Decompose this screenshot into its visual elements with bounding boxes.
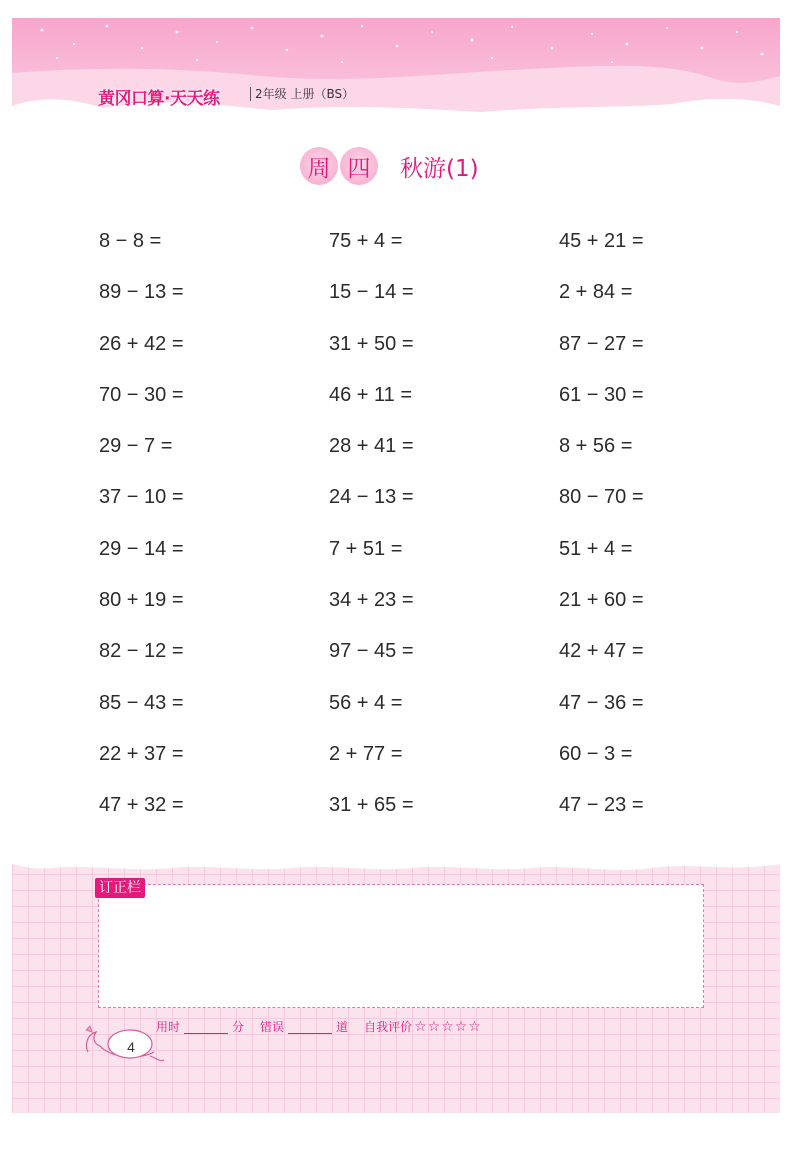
errors-unit: 道 [336,1020,349,1034]
problem-item: 51 + 4 = [559,537,633,560]
problem-item: 26 + 42 = [99,332,184,355]
correction-box[interactable] [98,884,704,1008]
brand-logo-text: 黄冈口算·天天练 [98,89,220,109]
footer-stats [156,1018,482,1035]
problem-item: 7 + 51 = [329,537,403,560]
problem-item: 34 + 23 = [329,589,414,612]
problem-item: 22 + 37 = [99,742,184,765]
problem-item: 60 − 3 = [559,742,633,765]
problem-item: 31 + 50 = [329,332,414,355]
time-blank[interactable] [184,1021,228,1034]
problem-item: 61 − 30 = [559,383,644,406]
problem-item: 47 + 32 = [99,794,184,817]
problem-item: 75 + 4 = [329,230,403,252]
arithmetic-problems-grid [99,224,719,840]
problem-item: 42 + 47 = [559,640,644,663]
problem-item: 80 − 70 = [559,486,644,509]
problem-item: 45 + 21 = [559,230,644,252]
problem-item: 29 − 14 = [99,537,184,560]
problem-item: 82 − 12 = [99,640,184,663]
errors-blank[interactable] [288,1021,332,1034]
problem-item: 97 − 45 = [329,640,414,663]
rating-stars[interactable]: ☆☆☆☆☆ [414,1019,482,1035]
problem-item: 29 − 7 = [99,435,173,458]
problem-item: 56 + 4 = [329,691,403,714]
problem-item: 70 − 30 = [99,383,184,406]
problem-item: 8 − 8 = [99,230,162,252]
problem-item: 2 + 84 = [559,281,633,304]
problem-item: 8 + 56 = [559,435,633,458]
problem-item: 46 + 11 = [329,383,413,406]
bottom-wave-edge [12,858,780,880]
problem-item: 85 − 43 = [99,691,184,714]
problem-item: 87 − 27 = [559,332,644,355]
weekday-char-1: 周 [300,147,338,185]
problem-item: 24 − 13 = [329,486,414,509]
time-unit: 分 [232,1020,245,1034]
lesson-name: 秋游(1) [400,155,479,182]
problem-item: 47 − 23 = [559,794,644,817]
problem-item: 2 + 77 = [329,742,403,765]
correction-label: 订正栏 [95,878,145,898]
problem-item: 80 + 19 = [99,589,184,612]
problem-item: 15 − 14 = [329,281,414,304]
errors-label: 错误 [260,1020,285,1034]
problem-item: 37 − 10 = [99,486,184,509]
problem-item: 47 − 36 = [559,691,644,714]
weekday-char-2: 四 [340,147,378,185]
time-label: 用时 [156,1020,181,1034]
grade-label: 2年级 上册（BS） [250,87,354,101]
lesson-title [300,146,479,186]
header-banner [12,18,780,122]
page-number: 4 [127,1039,135,1055]
problem-item: 21 + 60 = [559,589,644,612]
self-eval-label: 自我评价 [364,1020,413,1034]
problem-item: 28 + 41 = [329,435,414,458]
problem-item: 31 + 65 = [329,794,414,817]
problem-item: 89 − 13 = [99,281,184,304]
